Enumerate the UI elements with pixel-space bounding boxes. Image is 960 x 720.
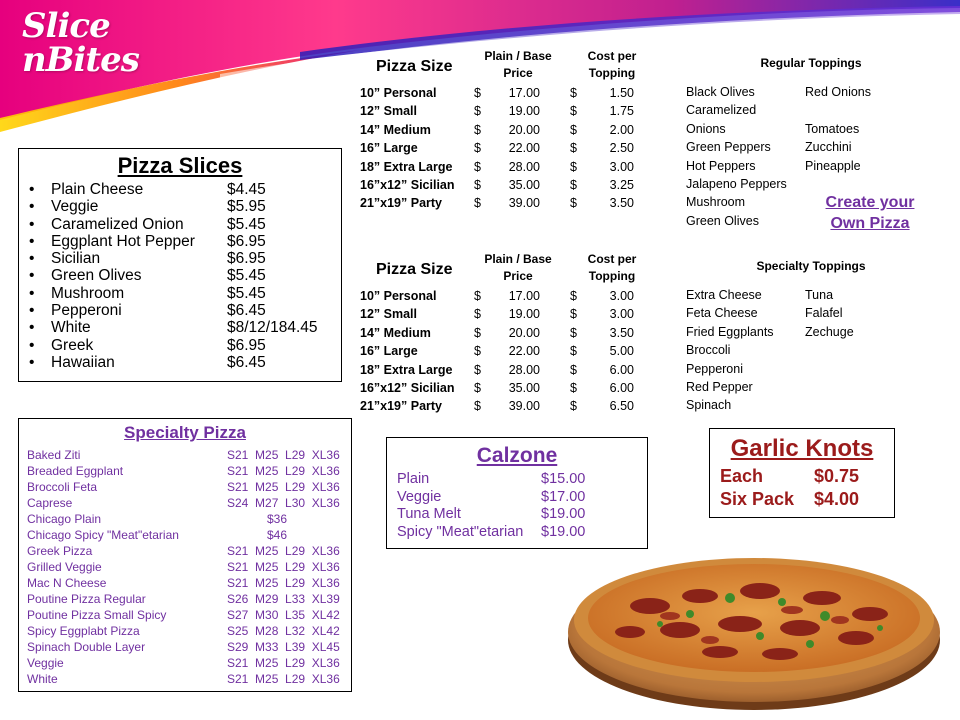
- pizza-size-cell: 12” Small: [360, 104, 417, 119]
- topping-item: Feta Cheese: [686, 306, 758, 321]
- currency-symbol: $: [474, 380, 481, 395]
- topping-item: Pineapple: [805, 158, 861, 173]
- item-price: $5.45: [227, 267, 266, 285]
- item-name: Veggie: [397, 488, 442, 505]
- item-name: Baked Ziti: [27, 448, 81, 462]
- table-row: [360, 86, 690, 104]
- item-price: $8/12/184.45: [227, 319, 318, 337]
- base-price-cell: 22.00: [508, 344, 540, 359]
- item-name: Sicilian: [51, 250, 101, 268]
- specialty-pizza-list: [27, 447, 343, 687]
- item-price: $46: [227, 528, 288, 542]
- base-price-cell: 17.00: [508, 86, 540, 100]
- item-name: Greek Pizza: [27, 544, 93, 558]
- list-item: [27, 216, 333, 233]
- list-item: [27, 543, 343, 559]
- item-name: Spicy "Meat"etarian: [397, 523, 524, 540]
- pizza-size-cell: 12” Small: [360, 307, 417, 322]
- currency-symbol: $: [570, 196, 577, 211]
- currency-symbol: $: [474, 399, 481, 414]
- list-item: [397, 506, 637, 524]
- item-price: S25 M28 L32 XL42: [227, 624, 340, 638]
- regular-toppings-column-2: [805, 83, 925, 175]
- table-row: [360, 344, 690, 362]
- pizza-size-header: Pizza Size: [376, 58, 453, 75]
- topping-item: Black Olives: [686, 85, 755, 99]
- topping-price-cell: 3.00: [609, 159, 634, 174]
- topping-item: Zechuge: [805, 324, 854, 339]
- plain-price-header: Plain / Base Price: [484, 49, 552, 80]
- item-price: $6.45: [227, 302, 266, 320]
- currency-symbol: $: [474, 104, 481, 119]
- specialty-toppings-title: Specialty Toppings: [756, 259, 866, 273]
- topping-item: Broccoli: [686, 343, 731, 358]
- item-name: Greek: [51, 336, 94, 354]
- base-price-cell: 19.00: [508, 307, 540, 322]
- item-name: Caramelized Onion: [51, 215, 184, 233]
- base-price-cell: 17.00: [508, 289, 540, 303]
- pizza-size-cell: 21”x19” Party: [360, 399, 443, 414]
- currency-symbol: $: [570, 159, 577, 174]
- table-body: [360, 86, 690, 215]
- topping-price-cell: 3.50: [609, 196, 634, 211]
- currency-symbol: $: [474, 196, 481, 211]
- table-row: [360, 399, 690, 417]
- base-price-cell: 28.00: [508, 362, 540, 377]
- table-row: [360, 104, 690, 122]
- list-item: [27, 671, 343, 687]
- item-price: S21 M25 L29 XL36: [227, 656, 340, 670]
- topping-price-cell: 6.00: [609, 362, 634, 377]
- pizza-size-cell: 16” Large: [360, 344, 418, 359]
- list-item: [27, 233, 333, 250]
- topping-price-cell: 6.50: [609, 399, 634, 414]
- table-row: [360, 289, 690, 307]
- list-item: [27, 527, 343, 543]
- pizza-size-cell: 10” Personal: [360, 86, 437, 100]
- regular-toppings-title: Regular Toppings: [760, 56, 862, 70]
- item-price: $6.95: [227, 250, 266, 268]
- item-price: $6.45: [227, 353, 266, 371]
- pizza-size-cell: 18” Extra Large: [360, 159, 453, 174]
- item-price: $4.00: [814, 489, 860, 509]
- item-name: Spicy Eggplabt Pizza: [27, 624, 140, 638]
- topping-item: [805, 101, 925, 119]
- item-price: S21 M25 L29 XL36: [227, 544, 340, 558]
- table-row: [360, 123, 690, 141]
- topping-item: Green Peppers: [686, 140, 771, 155]
- list-item: [27, 575, 343, 591]
- table-row: [360, 196, 690, 214]
- list-item: [27, 463, 343, 479]
- list-item: [27, 354, 333, 371]
- item-name: Breaded Eggplant: [27, 464, 124, 478]
- currency-symbol: $: [474, 289, 481, 303]
- pizza-slices-panel: [18, 148, 342, 382]
- base-price-cell: 39.00: [508, 196, 540, 211]
- topping-item: Pepperoni: [686, 361, 743, 376]
- item-name: Hawaiian: [51, 353, 115, 371]
- currency-symbol: $: [474, 325, 481, 340]
- currency-symbol: $: [570, 362, 577, 377]
- pizza-image: [560, 536, 952, 714]
- currency-symbol: $: [570, 344, 577, 359]
- list-item: [27, 447, 343, 463]
- topping-price-cell: 5.00: [609, 344, 634, 359]
- item-price: $6.95: [227, 336, 266, 354]
- item-price: $36: [227, 512, 288, 526]
- item-name: Caprese: [27, 496, 73, 510]
- list-item: [27, 591, 343, 607]
- list-item: [27, 267, 333, 284]
- item-name: Poutine Pizza Regular: [27, 592, 146, 606]
- currency-symbol: $: [570, 307, 577, 322]
- specialty-pizza-panel: [18, 418, 352, 692]
- item-name: Mac N Cheese: [27, 576, 107, 590]
- list-item: [27, 250, 333, 267]
- item-price: S29 M33 L39 XL45: [227, 640, 340, 654]
- create-your-own-pizza-link[interactable]: [812, 192, 928, 234]
- base-price-cell: 39.00: [508, 399, 540, 414]
- item-price: S21 M25 L29 XL36: [227, 464, 340, 478]
- item-price: S21 M25 L29 XL36: [227, 480, 340, 494]
- item-price: $5.45: [227, 215, 266, 233]
- regular-pizza-price-table: [360, 46, 690, 215]
- currency-symbol: $: [474, 86, 481, 100]
- currency-symbol: $: [474, 177, 481, 192]
- list-item: [27, 495, 343, 511]
- calzone-list: [397, 471, 637, 541]
- plain-price-header: Plain / Base Price: [484, 252, 552, 283]
- currency-symbol: $: [570, 399, 577, 414]
- currency-symbol: $: [474, 344, 481, 359]
- topping-price-cell: 2.50: [609, 141, 634, 156]
- specialty-toppings-column-1: [686, 286, 802, 415]
- currency-symbol: $: [570, 325, 577, 340]
- topping-item: Tomatoes: [805, 121, 860, 136]
- list-item: [27, 181, 333, 198]
- topping-price-cell: 3.00: [609, 289, 634, 303]
- item-price: S21 M25 L29 XL36: [227, 672, 340, 686]
- base-price-cell: 20.00: [508, 325, 540, 340]
- topping-item: Falafel: [805, 306, 843, 321]
- item-price: S21 M25 L29 XL36: [227, 448, 340, 462]
- pizza-slices-list: [27, 181, 333, 371]
- currency-symbol: $: [474, 122, 481, 137]
- table-header: [360, 249, 690, 289]
- item-price: S21 M25 L29 XL36: [227, 576, 340, 590]
- topping-item: Spinach: [686, 398, 732, 413]
- item-name: Veggie: [27, 656, 64, 670]
- currency-symbol: $: [570, 104, 577, 119]
- table-body: [360, 289, 690, 418]
- table-row: [360, 363, 690, 381]
- pizza-size-cell: 16”x12” Sicilian: [360, 177, 455, 192]
- currency-symbol: $: [570, 141, 577, 156]
- topping-item: Onions: [686, 121, 726, 136]
- item-name: Each: [720, 466, 764, 486]
- item-price: $4.45: [227, 181, 266, 198]
- cost-per-topping-header: Cost per Topping: [587, 49, 637, 80]
- table-row: [360, 178, 690, 196]
- list-item: [27, 511, 343, 527]
- currency-symbol: $: [570, 122, 577, 137]
- pizza-size-cell: 14” Medium: [360, 325, 431, 340]
- currency-symbol: $: [474, 362, 481, 377]
- item-name: Grilled Veggie: [27, 560, 102, 574]
- list-item: [27, 559, 343, 575]
- list-item: [27, 285, 333, 302]
- specialty-toppings-column-2: [805, 286, 925, 341]
- item-name: Chicago Spicy "Meat"etarian: [27, 528, 179, 542]
- item-name: Poutine Pizza Small Spicy: [27, 608, 167, 622]
- base-price-cell: 35.00: [508, 177, 540, 192]
- item-price: S21 M25 L29 XL36: [227, 560, 340, 574]
- list-item: [27, 198, 333, 215]
- cost-per-topping-header: Cost per Topping: [587, 252, 637, 283]
- item-price: $19.00: [541, 506, 586, 522]
- topping-price-cell: 3.25: [609, 177, 634, 192]
- regular-toppings-column-1: [686, 83, 802, 230]
- list-item: [720, 465, 884, 488]
- topping-price-cell: 6.00: [609, 380, 634, 395]
- pizza-size-cell: 16”x12” Sicilian: [360, 380, 455, 395]
- item-price: S24 M27 L30 XL36: [227, 496, 340, 510]
- topping-price-cell: 3.50: [609, 325, 634, 340]
- table-row: [360, 381, 690, 399]
- specialty-pizza-price-table: [360, 249, 690, 418]
- table-row: [360, 160, 690, 178]
- topping-item: Zucchini: [805, 140, 852, 155]
- topping-price-cell: 3.00: [609, 307, 634, 322]
- currency-symbol: $: [570, 289, 577, 303]
- list-item: [397, 471, 637, 489]
- topping-item: Red Pepper: [686, 379, 753, 394]
- item-name: Six Pack: [720, 489, 795, 509]
- table-row: [360, 307, 690, 325]
- topping-item: Tuna: [805, 288, 834, 302]
- list-item: [27, 319, 333, 336]
- list-item: [27, 479, 343, 495]
- topping-item: Jalapeno Peppers: [686, 176, 787, 191]
- list-item: [27, 337, 333, 354]
- currency-symbol: $: [570, 86, 577, 100]
- pizza-size-cell: 21”x19” Party: [360, 196, 443, 211]
- specialty-pizza-title: Specialty Pizza: [124, 423, 246, 442]
- item-price: S27 M30 L35 XL42: [227, 608, 340, 622]
- garlic-knots-list: [720, 465, 884, 511]
- list-item: [27, 607, 343, 623]
- table-header: [360, 46, 690, 86]
- logo-line-2: nBites: [22, 40, 139, 80]
- topping-item: Extra Cheese: [686, 288, 762, 302]
- calzone-title: Calzone: [476, 444, 558, 467]
- create-pizza-line-2: Own Pizza: [830, 215, 910, 232]
- pizza-size-cell: 14” Medium: [360, 122, 431, 137]
- item-price: $5.45: [227, 284, 266, 302]
- topping-item: Caramelized: [686, 103, 757, 118]
- list-item: [27, 623, 343, 639]
- item-name: Plain: [397, 471, 430, 487]
- topping-price-cell: 2.00: [609, 122, 634, 137]
- topping-item: Mushroom: [686, 195, 746, 210]
- item-name: Eggplant Hot Pepper: [51, 232, 195, 250]
- item-name: Spinach Double Layer: [27, 640, 146, 654]
- currency-symbol: $: [474, 307, 481, 322]
- list-item: [27, 655, 343, 671]
- topping-item: Green Olives: [686, 213, 759, 228]
- currency-symbol: $: [570, 380, 577, 395]
- currency-symbol: $: [570, 177, 577, 192]
- item-name: Veggie: [51, 198, 99, 216]
- list-item: [27, 639, 343, 655]
- topping-item: Red Onions: [805, 85, 872, 99]
- pizza-size-cell: 18” Extra Large: [360, 362, 453, 377]
- item-name: Chicago Plain: [27, 512, 102, 526]
- base-price-cell: 20.00: [508, 122, 540, 137]
- table-row: [360, 326, 690, 344]
- item-name: Plain Cheese: [51, 181, 144, 198]
- list-item: [397, 489, 637, 507]
- base-price-cell: 19.00: [508, 104, 540, 119]
- item-name: Pepperoni: [51, 302, 122, 320]
- garlic-knots-panel: [709, 428, 895, 518]
- calzone-panel: [386, 437, 648, 549]
- pizza-slices-title: Pizza Slices: [117, 153, 243, 178]
- base-price-cell: 35.00: [508, 380, 540, 395]
- pizza-size-cell: 16” Large: [360, 141, 418, 156]
- currency-symbol: $: [474, 141, 481, 156]
- item-price: $6.95: [227, 232, 266, 250]
- topping-price-cell: 1.75: [609, 104, 634, 119]
- item-price: $17.00: [541, 488, 586, 505]
- topping-item: Fried Eggplants: [686, 324, 774, 339]
- table-row: [360, 141, 690, 159]
- item-price: $0.75: [814, 466, 860, 486]
- garlic-knots-title: Garlic Knots: [730, 435, 874, 462]
- item-name: Broccoli Feta: [27, 480, 98, 494]
- create-pizza-line-1: Create your: [825, 194, 915, 211]
- currency-symbol: $: [474, 159, 481, 174]
- item-name: White: [51, 319, 91, 337]
- topping-price-cell: 1.50: [609, 86, 634, 100]
- item-name: Green Olives: [51, 267, 142, 285]
- item-price: $19.00: [541, 523, 586, 540]
- item-price: S26 M29 L33 XL39: [227, 592, 340, 606]
- list-item: [27, 302, 333, 319]
- base-price-cell: 28.00: [508, 159, 540, 174]
- brand-logo: [18, 6, 188, 86]
- topping-item: Hot Peppers: [686, 158, 756, 173]
- item-name: Tuna Melt: [397, 506, 461, 522]
- item-price: $5.95: [227, 198, 266, 216]
- item-name: Mushroom: [51, 284, 125, 302]
- list-item: [720, 488, 884, 511]
- base-price-cell: 22.00: [508, 141, 540, 156]
- item-name: White: [27, 672, 58, 686]
- item-price: $15.00: [541, 471, 586, 487]
- pizza-size-cell: 10” Personal: [360, 289, 437, 303]
- logo-line-1: Slice: [22, 6, 110, 46]
- pizza-size-header: Pizza Size: [376, 261, 453, 278]
